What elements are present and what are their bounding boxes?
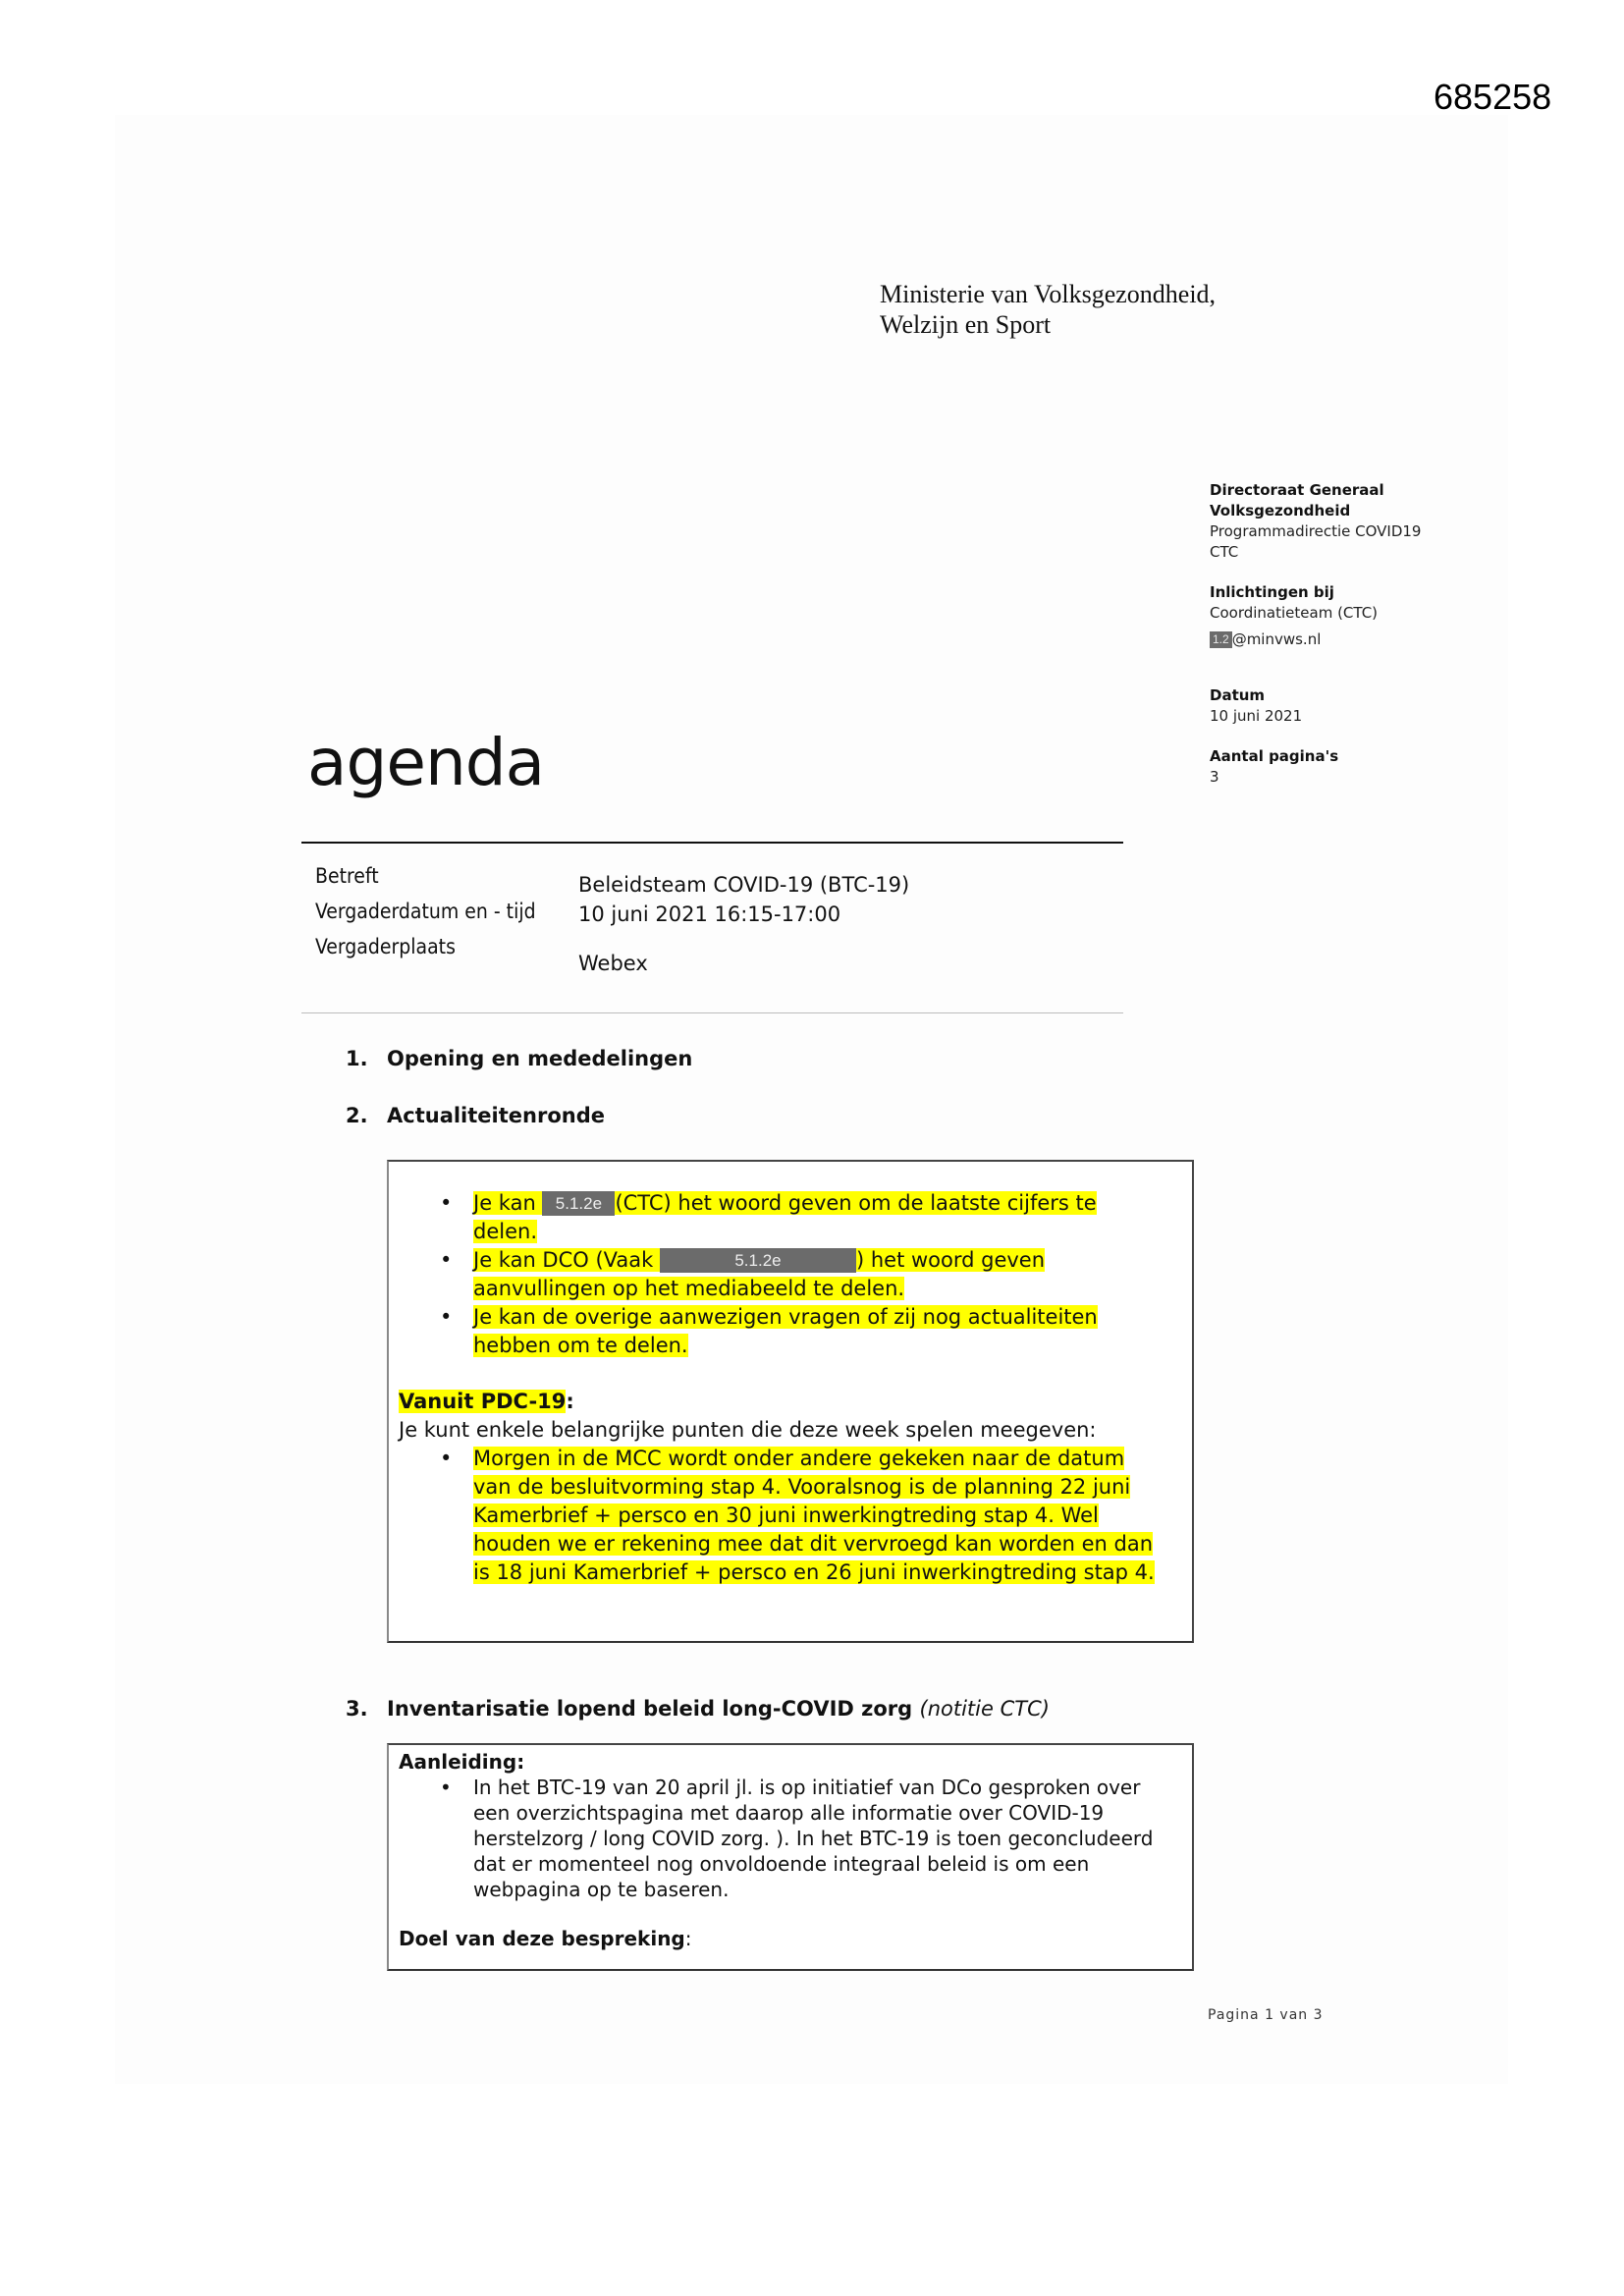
meta-value: Webex (578, 952, 648, 975)
list-item (389, 1775, 1164, 1902)
meta-key: Betreft (315, 864, 379, 888)
pdc-section-intro: Je kunt enkele belangrijke punten die deze week spelen meegeven: (399, 1418, 1097, 1442)
pdc-bullet-list (389, 1445, 1155, 1587)
ministry-line-2: Welzijn en Sport (880, 310, 1052, 339)
bullet-icon: • (440, 1305, 453, 1329)
meta-row-location (315, 935, 1120, 981)
aanleiding-label: Aanleiding: (399, 1750, 525, 1774)
agenda-item-number: 2. (346, 1104, 368, 1127)
bullet-icon: • (440, 1776, 452, 1799)
date-value: 10 juni 2021 (1210, 707, 1303, 725)
agenda-item-3 (346, 1697, 1050, 1721)
bullet-icon: • (440, 1447, 453, 1470)
pages-label: Aantal pagina's (1210, 747, 1339, 765)
highlighted-text: ) het woord geven aanvullingen op het mediabeeld te delen. (473, 1248, 1046, 1300)
divider-bottom (301, 1012, 1123, 1013)
redaction-block: 5.1.2e (542, 1191, 615, 1216)
divider-top (301, 842, 1123, 844)
page-title: agenda (307, 725, 545, 800)
list-item (389, 1189, 1145, 1246)
document-id: 685258 (1434, 77, 1552, 117)
list-item (389, 1445, 1155, 1587)
agenda-item-title: Actualiteitenronde (387, 1104, 605, 1127)
ministry-line-1: Ministerie van Volksgezondheid, (880, 280, 1217, 308)
pdc-section (389, 1388, 1192, 1445)
pdc-section-heading (399, 1388, 1192, 1416)
item-3-context-box (387, 1743, 1194, 1971)
bullet-icon: • (440, 1248, 453, 1272)
highlighted-text: Je kan de overige aanwezigen vragen of zij nog actualiteiten hebben om te delen. (473, 1305, 1098, 1357)
doel-section (389, 1902, 1192, 1951)
meta-key: Vergaderdatum en - tijd (315, 900, 536, 923)
agenda-item-1 (346, 1047, 692, 1070)
sidebar-pages (1210, 746, 1465, 788)
doel-colon: : (684, 1927, 692, 1950)
highlighted-text: Je kan DCO (Vaak (473, 1248, 660, 1272)
highlighted-text: Morgen in de MCC wordt onder andere gekeken naar de datum van de besluitvorming stap 4. Vooralsnog is de planning 22 juni Kamerbrief + persco en 30 juni inwerkingtreding stap 4. Wel houden we er rekening mee dat dit vervroegd kan worden en dan is 18 juni Kamerbrief + persco en 26 juni inwerkingtreding stap 4. (473, 1447, 1155, 1584)
agenda-item-note: (notitie CTC) (919, 1697, 1050, 1721)
agenda-item-2 (346, 1104, 605, 1127)
contact-email-suffix: @minvws.nl (1231, 630, 1322, 648)
doel-label: Doel van deze bespreking (399, 1927, 685, 1950)
item-2-bullet-list (389, 1189, 1145, 1360)
document-sidebar (1210, 480, 1465, 807)
agenda-item-number: 3. (346, 1697, 368, 1721)
highlighted-text: Je kan (473, 1191, 543, 1215)
org-line-4: CTC (1210, 543, 1239, 561)
agenda-item-number: 1. (346, 1047, 368, 1070)
meta-value: 10 juni 2021 16:15-17:00 (578, 902, 841, 926)
meta-row-subject (315, 864, 1120, 902)
pdc-heading-text: Vanuit PDC-19 (399, 1390, 567, 1413)
redaction-block: 1.2 (1210, 631, 1232, 648)
page-number-footer: Pagina 1 van 3 (1208, 2007, 1324, 2023)
agenda-item-title: Opening en mededelingen (387, 1047, 693, 1070)
aanleiding-bullet-list (389, 1775, 1164, 1902)
aanleiding-text: In het BTC-19 van 20 april jl. is op initiatief van DCo gesproken over een overzichtspagina met daarop alle informatie over COVID-19 herstelzorg / long COVID zorg. ). In het BTC-19 is toen geconcludeerd dat er momenteel nog onvoldoende integraal beleid is om een webpagina op te baseren. (473, 1776, 1154, 1901)
contact-label: Inlichtingen bij (1210, 583, 1334, 601)
meta-key: Vergaderplaats (315, 935, 456, 958)
sidebar-date (1210, 685, 1465, 727)
meeting-meta-table (315, 864, 1120, 981)
org-label-line-2: Volksgezondheid (1210, 502, 1351, 519)
item-2-instructions-box (387, 1160, 1194, 1643)
ministry-logo-text (880, 279, 1216, 340)
redaction-block: 5.1.2e (660, 1248, 856, 1273)
pages-value: 3 (1210, 768, 1219, 786)
list-item (389, 1303, 1145, 1360)
pdc-heading-colon: : (566, 1390, 574, 1413)
sidebar-organisation (1210, 480, 1465, 563)
highlighted-text: (CTC) het woord geven om de laatste cijfers te delen. (473, 1191, 1097, 1243)
date-label: Datum (1210, 686, 1266, 704)
org-line-3: Programmadirectie COVID19 (1210, 522, 1422, 540)
contact-team: Coordinatieteam (CTC) (1210, 604, 1379, 622)
org-label-line-1: Directoraat Generaal (1210, 481, 1384, 499)
meta-value: Beleidsteam COVID-19 (BTC-19) (578, 873, 910, 897)
contact-email (1210, 629, 1465, 650)
bullet-icon: • (440, 1191, 453, 1215)
sidebar-contact (1210, 582, 1465, 650)
list-item (389, 1246, 1145, 1303)
agenda-item-title: Inventarisatie lopend beleid long-COVID zorg (387, 1697, 913, 1721)
